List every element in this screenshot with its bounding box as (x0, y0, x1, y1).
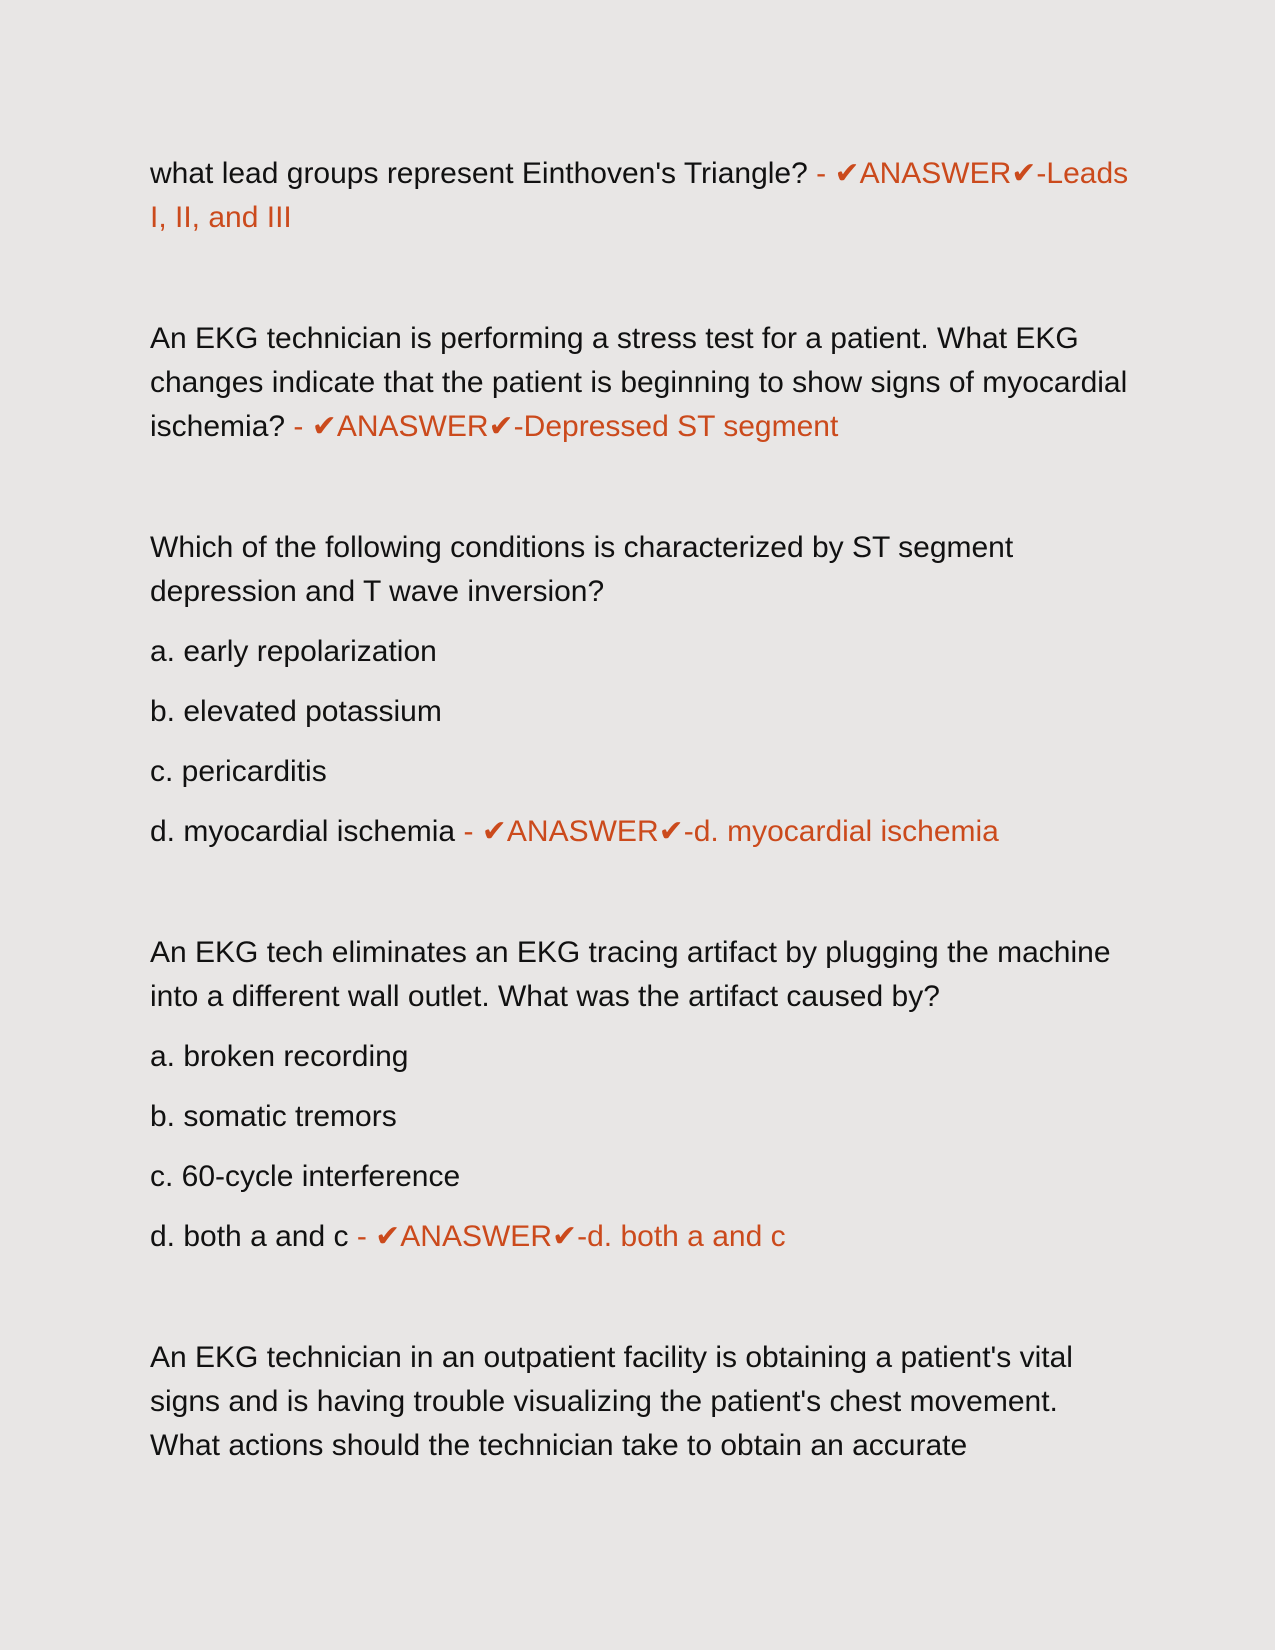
question-text: what lead groups represent Einthoven's Triangle? (150, 157, 808, 190)
option-d: d. myocardial ischemia (150, 815, 456, 848)
option-d-paragraph (150, 810, 1130, 854)
qa-item-3 (150, 526, 1130, 854)
qa-item-1 (150, 152, 1130, 240)
document-page (150, 152, 1130, 1545)
option-d: d. both a and c (150, 1220, 349, 1253)
question-text: An EKG technician is performing a stress test for a patient. What EKG changes indicate that the patient is beginning to show signs of myocardial ischemia? (150, 322, 1128, 443)
option-c: c. pericarditis (150, 755, 327, 788)
question-paragraph (150, 152, 1130, 240)
qa-item-5 (150, 1336, 1130, 1468)
question-text: Which of the following conditions is characterized by ST segment depression and T wave inversion? (150, 531, 1014, 608)
option-b: b. somatic tremors (150, 1100, 397, 1133)
option-a: a. broken recording (150, 1040, 409, 1073)
answer-text: - ✔ANASWER✔-Leads I, II, and III (150, 157, 1129, 234)
question-text: An EKG technician in an outpatient facility is obtaining a patient's vital signs and is having trouble visualizing the patient's chest movement. What actions should the technician take to obtain an accurate (150, 1341, 1073, 1462)
option-c: c. 60-cycle interference (150, 1160, 461, 1193)
answer-text: - ✔ANASWER✔-Depressed ST segment (285, 410, 839, 443)
answer-text: - ✔ANASWER✔-d. myocardial ischemia (455, 815, 999, 848)
qa-item-2 (150, 317, 1130, 449)
option-b: b. elevated potassium (150, 695, 442, 728)
qa-item-4 (150, 931, 1130, 1259)
option-a: a. early repolarization (150, 635, 437, 668)
answer-text: - ✔ANASWER✔-d. both a and c (348, 1220, 786, 1253)
option-d-paragraph (150, 1215, 1130, 1259)
question-text: An EKG tech eliminates an EKG tracing artifact by plugging the machine into a different wall outlet. What was the artifact caused by? (150, 936, 1111, 1013)
question-paragraph (150, 317, 1130, 449)
